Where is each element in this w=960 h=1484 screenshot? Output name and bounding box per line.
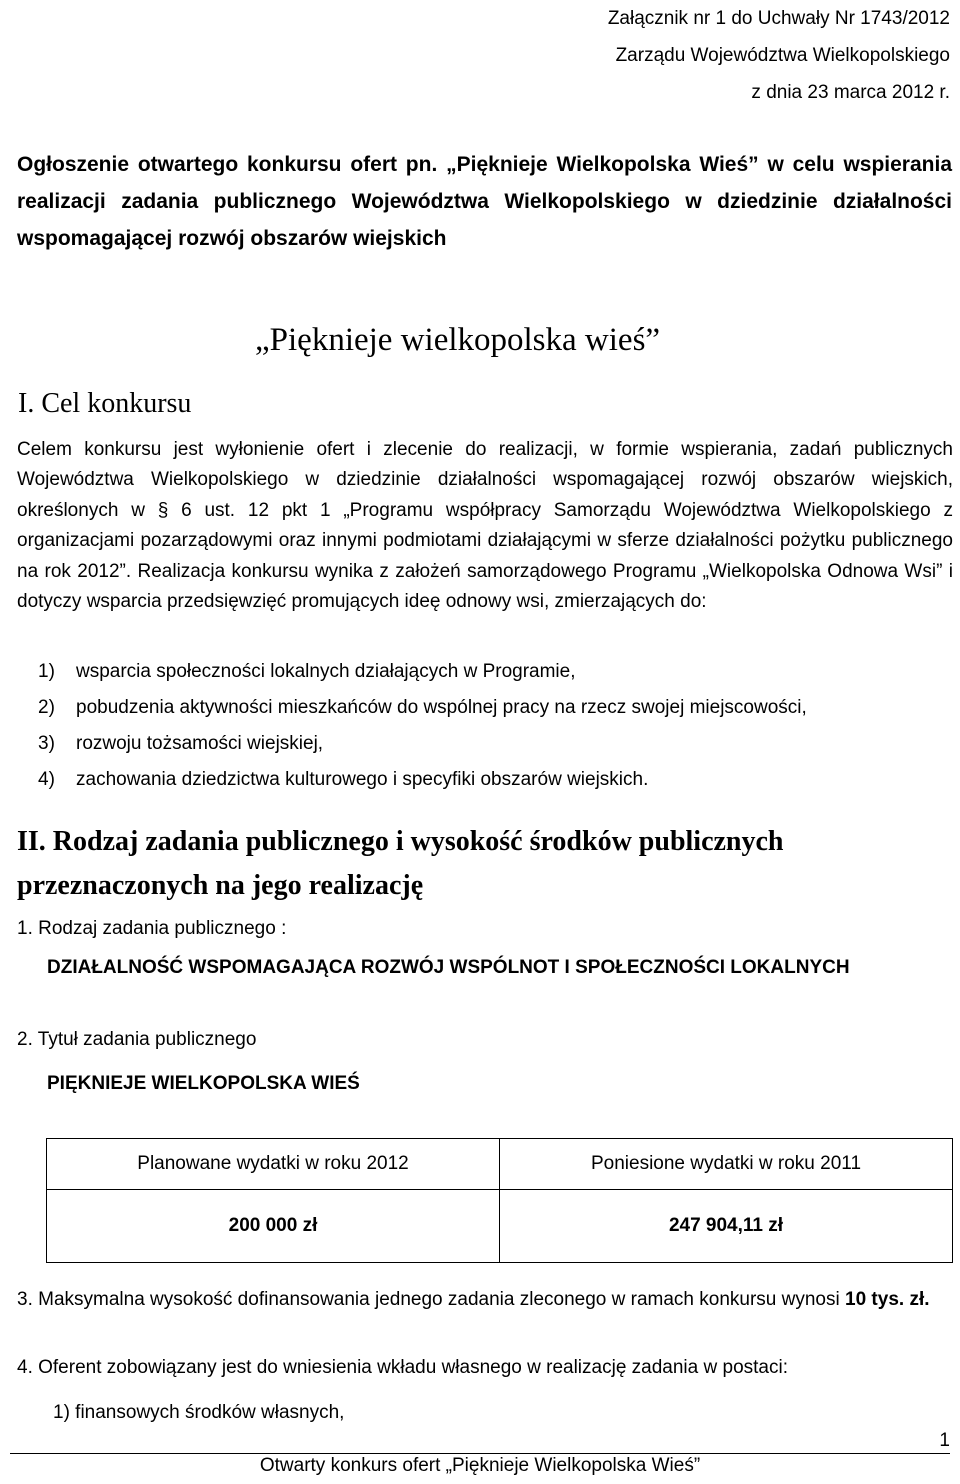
list-item: 3) rozwoju tożsamości wiejskiej, — [38, 733, 324, 754]
list-item: 2) pobudzenia aktywności mieszkańców do wspólnej pracy na rzecz swojej miejscowości, — [38, 697, 807, 718]
task-type-label: 1. Rodzaj zadania publicznego : — [17, 918, 287, 939]
section-1-body: Celem konkursu jest wyłonienie ofert i zlecenie do realizacji, w formie wspierania, zadań publicznych Województwa Wielkopolskiego w dziedzinie działalności wspomagającej rozwój obszarów wiejskich, określonych w § 6 ust. 12 pkt 1 „Programu współpracy Samorządu Województwa Wielkopolskiego z organizacjami pozarządowymi oraz innymi podmiotami działającymi w sferze działalności pożytku publicznego na rok 2012”. Realizacja konkursu wynika z założeń samorządowego Programu „Wielkopolska Odnowa Wsi” i dotyczy wsparcia przedsięwzięć promujących ideę odnowy wsi, zmierzających do: — [17, 439, 953, 613]
footer-text: Otwarty konkurs ofert „Pięknieje Wielkopolska Wieś” — [259, 1455, 701, 1476]
header-line-3: z dnia 23 marca 2012 r. — [751, 82, 950, 103]
document-title — [17, 146, 952, 257]
section-1-heading: I. Cel konkursu — [18, 388, 192, 419]
attachment-header — [608, 0, 950, 111]
table-row — [47, 1139, 953, 1190]
section-2-heading: II. Rodzaj zadania publicznego i wysokość środków publicznych przeznaczonych na jego realizację — [17, 826, 784, 901]
incurred-expenses-header: Poniesione wydatki w roku 2011 — [500, 1139, 953, 1190]
max-funding-text: 3. Maksymalna wysokość dofinansowania jednego zadania zleconego w ramach konkursu wynosi — [17, 1289, 840, 1310]
contest-subtitle: „Pięknieje wielkopolska wieś” — [255, 322, 661, 358]
planned-expenses-value: 200 000 zł — [47, 1190, 500, 1263]
own-contribution-item: 1) finansowych środków własnych, — [53, 1402, 345, 1423]
footer-divider — [10, 1453, 950, 1454]
table-row — [47, 1190, 953, 1263]
task-type-value: DZIAŁALNOŚĆ WSPOMAGAJĄCA ROZWÓJ WSPÓLNOT I SPOŁECZNOŚCI LOKALNYCH — [47, 957, 850, 978]
planned-expenses-header: Planowane wydatki w roku 2012 — [47, 1139, 500, 1190]
header-line-1: Załącznik nr 1 do Uchwały Nr 1743/2012 — [607, 8, 950, 29]
max-funding-amount: 10 tys. zł. — [845, 1289, 930, 1310]
goals-list — [38, 657, 807, 801]
title-text: Ogłoszenie otwartego konkursu ofert pn. „Pięknieje Wielkopolska Wieś” w celu wspierania realizacji zadania publicznego Województwa Wielkopolskiego w dziedzinie działalności wspomagającej rozwój obszarów wiejskich — [17, 153, 952, 250]
max-funding-paragraph — [17, 1285, 953, 1314]
page-number: 1 — [939, 1430, 950, 1451]
task-title-value: PIĘKNIEJE WIELKOPOLSKA WIEŚ — [47, 1073, 360, 1094]
budget-table — [46, 1138, 953, 1263]
incurred-expenses-value: 247 904,11 zł — [500, 1190, 953, 1263]
list-item: 1) wsparcia społeczności lokalnych działających w Programie, — [38, 661, 576, 682]
list-item: 4) zachowania dziedzictwa kulturowego i specyfiki obszarów wiejskich. — [38, 769, 649, 790]
task-title-label: 2. Tytuł zadania publicznego — [17, 1029, 257, 1050]
own-contribution-paragraph: 4. Oferent zobowiązany jest do wniesienia wkładu własnego w realizację zadania w postaci: — [17, 1357, 788, 1378]
header-line-2: Zarządu Województwa Wielkopolskiego — [615, 45, 950, 66]
